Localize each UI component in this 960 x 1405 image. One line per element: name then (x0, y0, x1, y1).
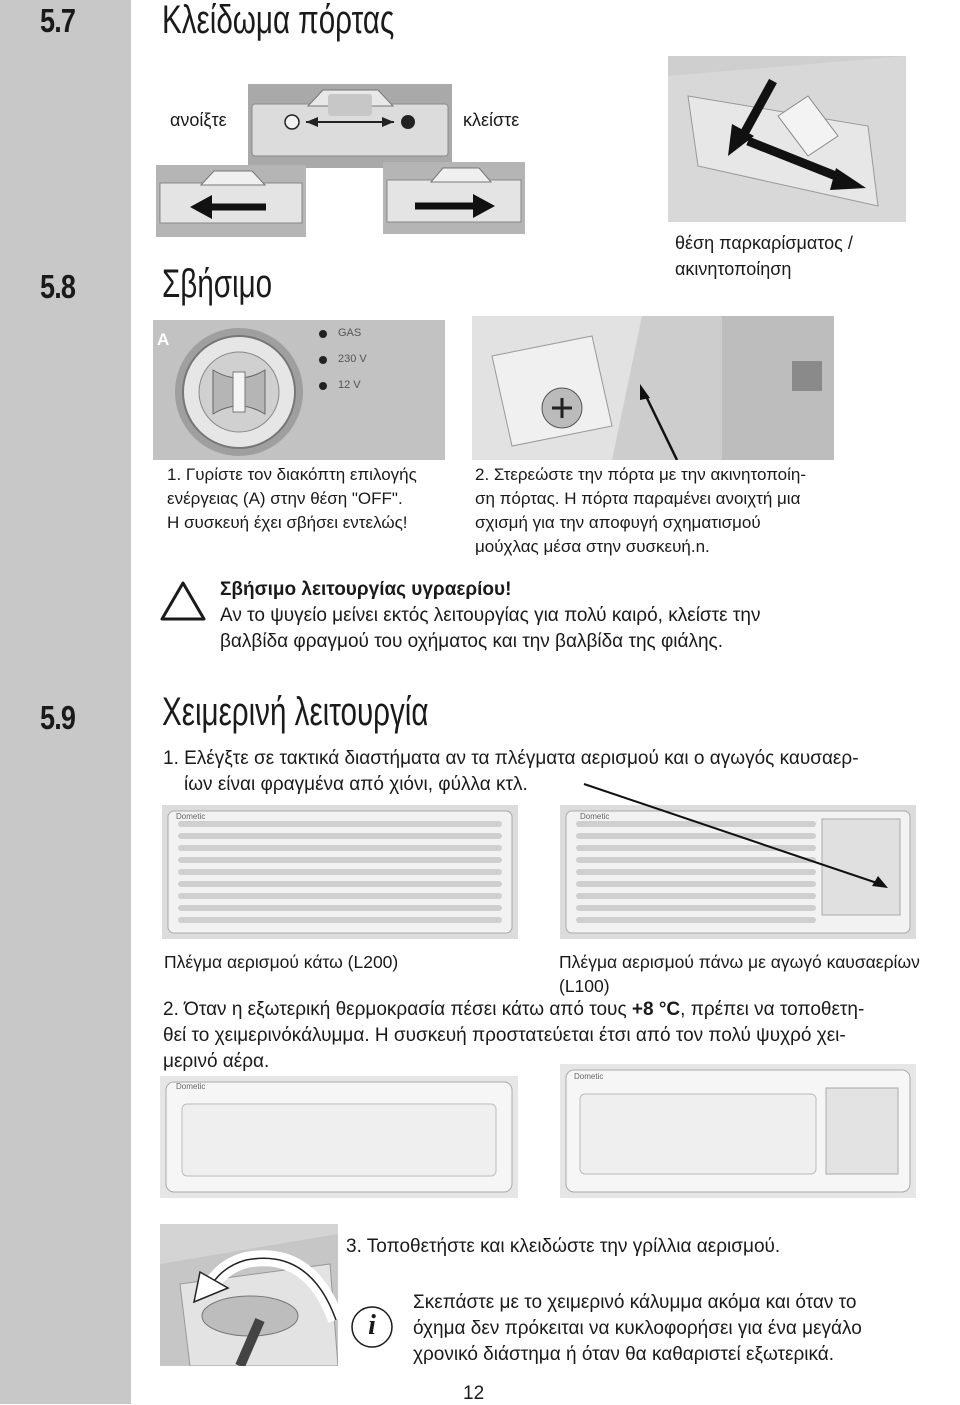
info-icon-glyph: i (368, 1310, 376, 1341)
caption-l100-line-1: Πλέγμα αερισμού πάνω με αγωγό καυσαερίων (559, 952, 920, 972)
label-close: κλείστε (463, 110, 520, 130)
step-1-switch-off (167, 463, 417, 535)
step-2-line-1: 2. Στερεώστε την πόρτα με την ακινητοποίη- (475, 465, 807, 484)
door-fixing-photo (472, 316, 834, 460)
panel-label-12v: 12 V (338, 379, 361, 391)
winter-step-2-line-3: μερινό αέρα. (163, 1051, 270, 1072)
winter-cover-l200-photo (160, 1076, 518, 1198)
panel-label-230v: 230 V (338, 353, 367, 365)
info-note-line-1: Σκεπάστε με το χειμερινό κάλυμμα ακόμα και όταν το (413, 1292, 857, 1313)
info-icon (350, 1305, 394, 1349)
section-title-5-9: Χειμερινή λειτουργία (162, 690, 429, 734)
step-1-line-3: Η συσκευή έχει σβήσει εντελώς! (167, 513, 408, 532)
section-number-5-8: 5.8 (40, 268, 76, 305)
section-title-5-7: Κλείδωμα πόρτας (162, 0, 395, 42)
grille-slat (178, 917, 502, 923)
parking-position-photo (668, 56, 906, 222)
grille-slat (178, 893, 502, 899)
info-note (413, 1290, 862, 1368)
winter-step-3: 3. Τοποθετήστε και κλειδώστε την γρίλλια αερισμού. (346, 1236, 781, 1257)
lock-open-photo (156, 165, 306, 237)
energy-selector-photo (153, 320, 445, 460)
winter-step-2-temperature: +8 °C (631, 999, 681, 1020)
grille-slat (178, 869, 502, 875)
grille-slat (178, 905, 502, 911)
caption-l200: Πλέγμα αερισμού κάτω (L200) (164, 952, 399, 972)
caption-l100 (559, 950, 920, 998)
caption-l100-line-2: (L100) (559, 976, 610, 996)
step-2-line-3: σχισμή για την αποφυγή σχηματισμού (475, 513, 761, 532)
grille-slat (576, 917, 816, 923)
warning-title: Σβήσιμο λειτουργίας υγραερίου! (220, 579, 512, 600)
section-title-5-8: Σβήσιμο (162, 262, 273, 306)
winter-step-2-text-a: 2. Όταν η εξωτερική θερμοκρασία πέσει κάτω από τους (163, 999, 632, 1020)
page-number: 12 (463, 1383, 485, 1404)
winter-step-1-line-2: ίων είναι φραγμένα από χιόνι, φύλλα κτλ. (184, 774, 528, 795)
winter-cover-l100-photo (560, 1064, 916, 1198)
label-open: ανοίξτε (170, 110, 227, 130)
panel-label-gas: GAS (338, 327, 362, 339)
step-2-line-4: μούχλας μέσα στην συσκευή.n. (475, 537, 710, 556)
step-2-line-2: ση πόρτας. Η πόρτα παραμένει ανοιχτή μια (475, 489, 801, 508)
grille-l100-brand: Dometic (580, 812, 610, 821)
step-1-line-1: 1. Γυρίστε τον διακόπτη επιλογής (167, 465, 417, 484)
winter-step-2-line-1 (163, 997, 864, 1023)
pointer-arrow (580, 780, 900, 900)
cover-l100-brand: Dometic (574, 1072, 604, 1081)
caption-parking-line-2: ακινητοποίηση (675, 259, 792, 279)
section-number-5-9: 5.9 (40, 699, 76, 736)
door-lock-photo (248, 84, 452, 168)
winter-step-1-line-1: 1. Ελέγξτε σε τακτικά διαστήματα αν τα πλέγματα αερισμού και ο αγωγός καυσαερ- (163, 748, 859, 769)
photo-label-a: A (157, 330, 170, 349)
vent-grille-l200-photo (162, 805, 518, 939)
cover-l200-brand: Dometic (176, 1082, 206, 1091)
winter-step-2-line-2: θεί το χειμερινόκάλυμμα. Η συσκευή προστατεύεται έτσι από τον πολύ ψυχρό χει- (163, 1025, 846, 1046)
warning-block (220, 577, 760, 655)
grille-slat (178, 845, 502, 851)
warning-line-1: Αν το ψυγείο μείνει εκτός λειτουργίας για πολύ καιρό, κλείστε την (220, 605, 761, 626)
step-1-line-2: ενέργειας (A) στην θέση "OFF". (167, 489, 403, 508)
grille-slat (178, 833, 502, 839)
info-note-line-2: όχημα δεν πρόκειται να κυκλοφορήσει για ένα μεγάλο (413, 1318, 862, 1339)
section-number-5-7: 5.7 (40, 2, 76, 39)
grille-slat (576, 905, 816, 911)
lock-close-photo (383, 162, 525, 234)
caption-parking-line-1: θέση παρκαρίσματος / (675, 233, 853, 253)
step-2-door-fix (475, 463, 806, 559)
info-note-line-3: χρονικό διάστημα ή όταν θα καθαριστεί εξωτερικά. (413, 1344, 835, 1365)
winter-step-2-text-b: , πρέπει να τοποθετη- (680, 999, 865, 1020)
grille-l200-brand: Dometic (176, 812, 206, 821)
warning-line-2: βαλβίδα φραγμού του οχήματος και την βαλβίδα της φιάλης. (220, 631, 723, 652)
grille-slat (178, 857, 502, 863)
grille-slat (178, 881, 502, 887)
grille-slat (178, 821, 502, 827)
rotate-arrow-icon (190, 1240, 350, 1330)
caption-parking (675, 230, 853, 282)
warning-icon (160, 580, 206, 627)
